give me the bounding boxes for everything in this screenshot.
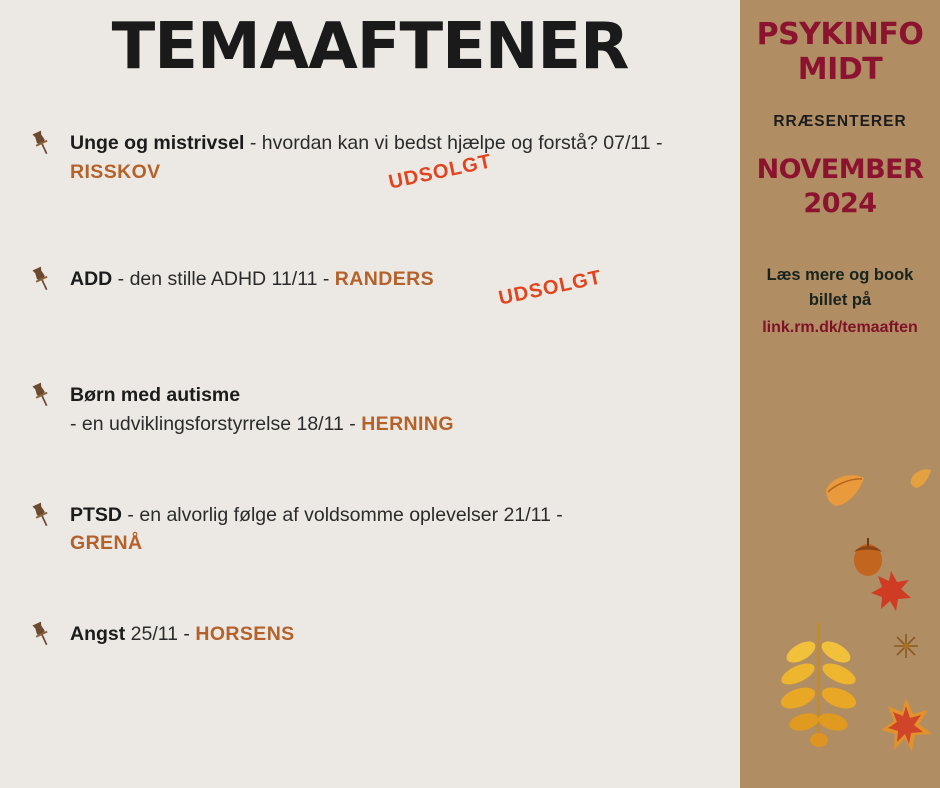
brand-name bbox=[748, 18, 932, 87]
event-title: Angst bbox=[70, 623, 126, 646]
event-description: - den stille ADHD 11/11 - bbox=[112, 267, 335, 290]
event-description: - en udviklingsforstyrrelse 18/11 - bbox=[70, 412, 362, 435]
pushpin-icon bbox=[26, 129, 56, 159]
event-place: GRENÅ bbox=[70, 532, 143, 555]
leaf-icon bbox=[892, 632, 920, 665]
status-badge: UDSOLGT bbox=[496, 266, 604, 310]
brand-line-1: PSYKINFO bbox=[756, 17, 924, 52]
brand-line-2: MIDT bbox=[797, 51, 883, 87]
event-text bbox=[70, 265, 710, 294]
month-year bbox=[748, 153, 932, 221]
event-title: Unge og mistrivsel bbox=[70, 132, 245, 155]
month-label: NOVEMBER bbox=[756, 154, 924, 185]
page-title: TEMAAFTENER bbox=[111, 10, 629, 84]
event-title: PTSD bbox=[70, 503, 123, 526]
leaf-icon bbox=[878, 696, 934, 761]
booking-line-2: billet på bbox=[808, 291, 872, 310]
presents-label: RRÆSENTERER bbox=[773, 113, 907, 130]
event-text bbox=[70, 381, 710, 439]
event-title: ADD bbox=[70, 267, 113, 290]
status-badge: UDSOLGT bbox=[386, 150, 494, 194]
event-description: - en alvorlig følge af voldsomme oplevelser 21/11 - bbox=[122, 503, 563, 526]
leaf-icon bbox=[908, 466, 934, 497]
list-item bbox=[0, 265, 740, 319]
year-label: 2024 bbox=[803, 187, 877, 219]
event-description: - hvordan kan vi bedst hjælpe og forstå? 07/11 - bbox=[244, 132, 663, 155]
event-text bbox=[70, 501, 710, 559]
pushpin-icon bbox=[26, 265, 56, 295]
event-text bbox=[70, 620, 710, 649]
event-place: RISSKOV bbox=[70, 161, 161, 184]
leaf-icon bbox=[776, 612, 862, 753]
list-item bbox=[0, 381, 740, 439]
event-place: RANDERS bbox=[334, 267, 435, 290]
list-item bbox=[0, 501, 740, 559]
booking-info bbox=[748, 263, 932, 341]
event-title: Børn med autisme bbox=[70, 383, 241, 406]
pushpin-icon bbox=[26, 501, 56, 531]
list-item bbox=[0, 620, 740, 674]
list-item bbox=[0, 129, 740, 194]
event-place: HORSENS bbox=[195, 623, 295, 646]
event-list bbox=[0, 81, 740, 674]
event-place: HERNING bbox=[361, 412, 454, 435]
sidebar-content bbox=[740, 0, 940, 340]
pushpin-icon bbox=[26, 620, 56, 650]
poster-sidebar bbox=[740, 0, 940, 788]
booking-line-1: Læs mere og book bbox=[766, 265, 914, 284]
booking-link[interactable]: link.rm.dk/temaaften bbox=[762, 318, 918, 336]
leaf-icon bbox=[822, 470, 868, 517]
event-description: 25/11 - bbox=[125, 623, 196, 646]
pushpin-icon bbox=[26, 381, 56, 411]
leaf-icon bbox=[868, 568, 914, 619]
